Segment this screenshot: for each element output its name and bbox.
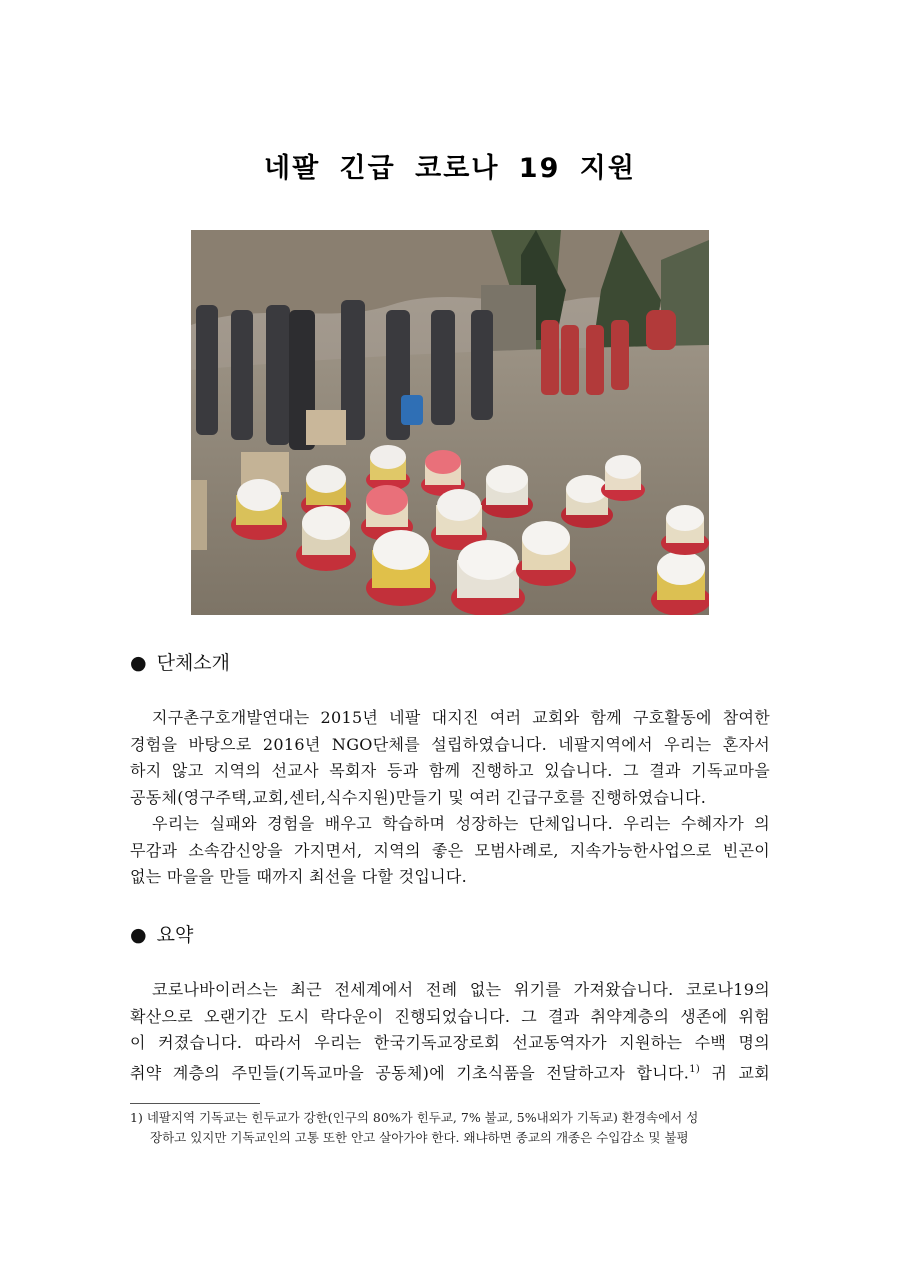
footnote-marker: 1) xyxy=(130,1110,143,1125)
footnote-divider xyxy=(130,1103,260,1104)
intro-paragraph-1-end: 공동체(영구주택,교회,센터,식수지원)만들기 및 여러 긴급구호를 진행하였습니다. xyxy=(130,788,707,807)
section-heading-intro xyxy=(130,648,230,675)
summary-heading-text: 요약 xyxy=(156,924,194,946)
intro-paragraph-2: 우리는 실패와 경험을 배우고 학습하며 성장하는 단체입니다. 우리는 수혜자가 의 무감과 소속감신앙을 가지면서, 지역의 좋은 모범사례로, 지속가능한사업으로 빈곤이 xyxy=(130,814,770,860)
bullet-icon: ● xyxy=(130,924,147,946)
relief-distribution-photo xyxy=(191,230,709,615)
intro-heading-text: 단체소개 xyxy=(156,652,231,674)
section-heading-summary xyxy=(130,920,193,947)
page-title: 네팔 긴급 코로나 19 지원 xyxy=(264,153,636,184)
summary-paragraph: 코로나바이러스는 최근 전세계에서 전례 없는 위기를 가져왔습니다. 코로나19의 확산으로 오랜기간 도시 락다운이 진행되었습니다. 그 결과 취약계층의 생존에 위험 이 커졌습니다. 따라서 우리는 한국기독교장로회 선교동역자가 지원하는 수백 명의 취약 계층의 주민들(기독교마을 공동체)에 기초식품을 전달하고자 합니다.$^{1)}$ 귀 교회 xyxy=(130,980,771,1082)
intro-paragraph-1: 지구촌구호개발연대는 2015년 네팔 대지진 여러 교회와 함께 구호활동에 참여한 경험을 바탕으로 2016년 NGO단체를 설립하였습니다. 네팔지역에서 우리는 혼자서 하지 않고 지역의 선교사 목회자 등과 함께 진행하고 있습니다. 그 결과 기독교마을 xyxy=(130,708,770,780)
intro-paragraph-2-end: 없는 마을을 만들 때까지 최선을 다할 것입니다. xyxy=(130,867,468,886)
footnote-1: 1) 네팔지역 기독교는 힌두교가 강한(인구의 80%가 힌두교, 7% 불교, 5%내외가 기독교) 환경속에서 성 장하고 있지만 기독교인의 고통 또한 안고 살아가야 한다. 왜냐하면 종교의 개종은 수입감소 및 불평 xyxy=(130,1110,699,1145)
bullet-icon: ● xyxy=(130,652,147,674)
footnote-ref[interactable]: 1) xyxy=(689,1063,701,1075)
